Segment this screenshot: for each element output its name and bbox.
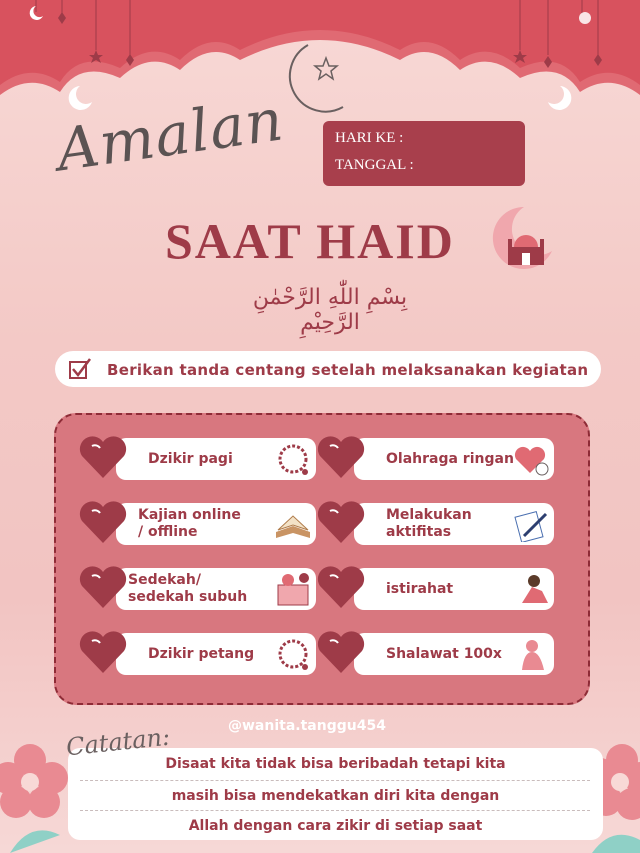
activity-item[interactable]	[354, 438, 554, 480]
activity-item[interactable]	[116, 633, 316, 675]
heart-checkbox-icon[interactable]	[78, 564, 128, 610]
activity-label: Kajian online / offline	[138, 507, 241, 540]
heart-stopwatch-icon	[512, 441, 550, 477]
resting-person-icon	[512, 571, 550, 607]
instruction-pill	[55, 351, 601, 387]
notes-label: Catatan:	[64, 722, 172, 762]
heart-checkbox-icon[interactable]	[316, 499, 366, 545]
activity-item[interactable]	[354, 568, 554, 610]
date-label: TANGGAL :	[335, 157, 414, 173]
heart-checkbox-icon[interactable]	[316, 629, 366, 675]
instruction-text: Berikan tanda centang setelah melaksanakan kegiatan	[107, 361, 589, 379]
charity-box-icon	[274, 571, 312, 607]
note-line-2: masih bisa mendekatkan diri kita dengan	[171, 788, 500, 804]
note-divider	[80, 780, 590, 781]
social-handle: @wanita.tanggu454	[228, 718, 386, 734]
day-label: HARI KE :	[335, 130, 404, 146]
script-title: Amalan	[52, 85, 288, 185]
heart-checkbox-icon[interactable]	[316, 564, 366, 610]
activity-item[interactable]	[116, 438, 316, 480]
notes-box	[68, 748, 603, 840]
activity-item[interactable]	[354, 503, 554, 545]
note-divider	[80, 810, 590, 811]
note-line-3: Allah dengan cara zikir di setiap saat	[188, 818, 483, 834]
documents-icon	[512, 506, 550, 542]
prayer-beads-icon	[274, 636, 312, 672]
activity-item[interactable]	[116, 568, 316, 610]
heart-checkbox-icon[interactable]	[316, 434, 366, 480]
activity-label: Dzikir petang	[148, 645, 255, 662]
activity-label: Sedekah/ sedekah subuh	[128, 572, 248, 605]
activity-label: istirahat	[386, 580, 454, 597]
activity-item[interactable]	[354, 633, 554, 675]
praying-woman-icon	[512, 636, 550, 672]
activity-item[interactable]	[116, 503, 316, 545]
mosque-moon-icon	[492, 205, 554, 271]
date-info-box	[323, 121, 525, 186]
activity-label: Olahraga ringan	[386, 450, 514, 467]
prayer-beads-icon	[274, 441, 312, 477]
flower-decoration-left	[0, 740, 70, 853]
main-title: SAAT HAID	[165, 213, 455, 269]
heart-checkbox-icon[interactable]	[78, 499, 128, 545]
quran-book-icon	[274, 506, 312, 542]
heart-checkbox-icon[interactable]	[78, 434, 128, 480]
bismillah-text: بِسْمِ اللّٰهِ الرَّحْمٰنِ الرَّحِيْمِ	[252, 285, 408, 335]
heart-checkbox-icon[interactable]	[78, 629, 128, 675]
activity-label: Shalawat 100x	[386, 645, 502, 662]
activity-label: Melakukan aktifitas	[386, 507, 472, 540]
activity-label: Dzikir pagi	[148, 450, 233, 467]
note-line-1: Disaat kita tidak bisa beribadah tetapi kita	[165, 756, 506, 772]
checkbox-checked-icon	[67, 356, 93, 382]
